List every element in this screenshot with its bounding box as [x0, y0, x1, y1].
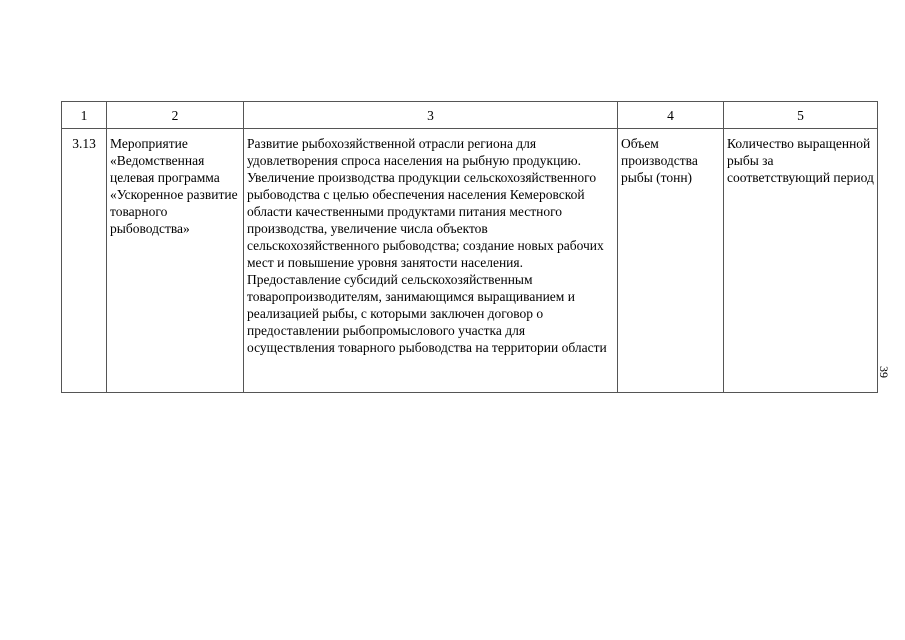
column-header-1: 1 [62, 102, 107, 129]
table-header-row [62, 102, 878, 129]
measures-table [61, 101, 878, 393]
row-number-cell: 3.13 [62, 129, 107, 393]
column-header-2: 2 [107, 102, 244, 129]
column-header-5: 5 [724, 102, 878, 129]
measure-cell: Количество выращенной рыбы за соответствующий период [724, 129, 878, 393]
table-row [62, 129, 878, 393]
page-number: 39 [877, 366, 891, 378]
column-header-3: 3 [244, 102, 618, 129]
description-cell: Развитие рыбохозяйственной отрасли региона для удовлетворения спроса населения на рыбную продукцию. Увеличение производства продукции сельскохозяйственного рыбоводства с целью обеспечения населения Кемеровской области качественными продуктами питания местного производства, увеличение числа объектов сельскохозяйственного рыбоводства; создание новых рабочих мест и повышение уровня занятости населения. Предоставление субсидий сельскохозяйственным товаропроизводителям, занимающимся выращиванием и реализацией рыбы, с которыми заключен договор о предоставлении рыбопромыслового участка для осуществления товарного рыбоводства на территории области [244, 129, 618, 393]
indicator-cell: Объем производства рыбы (тонн) [618, 129, 724, 393]
event-name-cell: Мероприятие «Ведомственная целевая программа «Ускоренное развитие товарного рыбоводства» [107, 129, 244, 393]
column-header-4: 4 [618, 102, 724, 129]
